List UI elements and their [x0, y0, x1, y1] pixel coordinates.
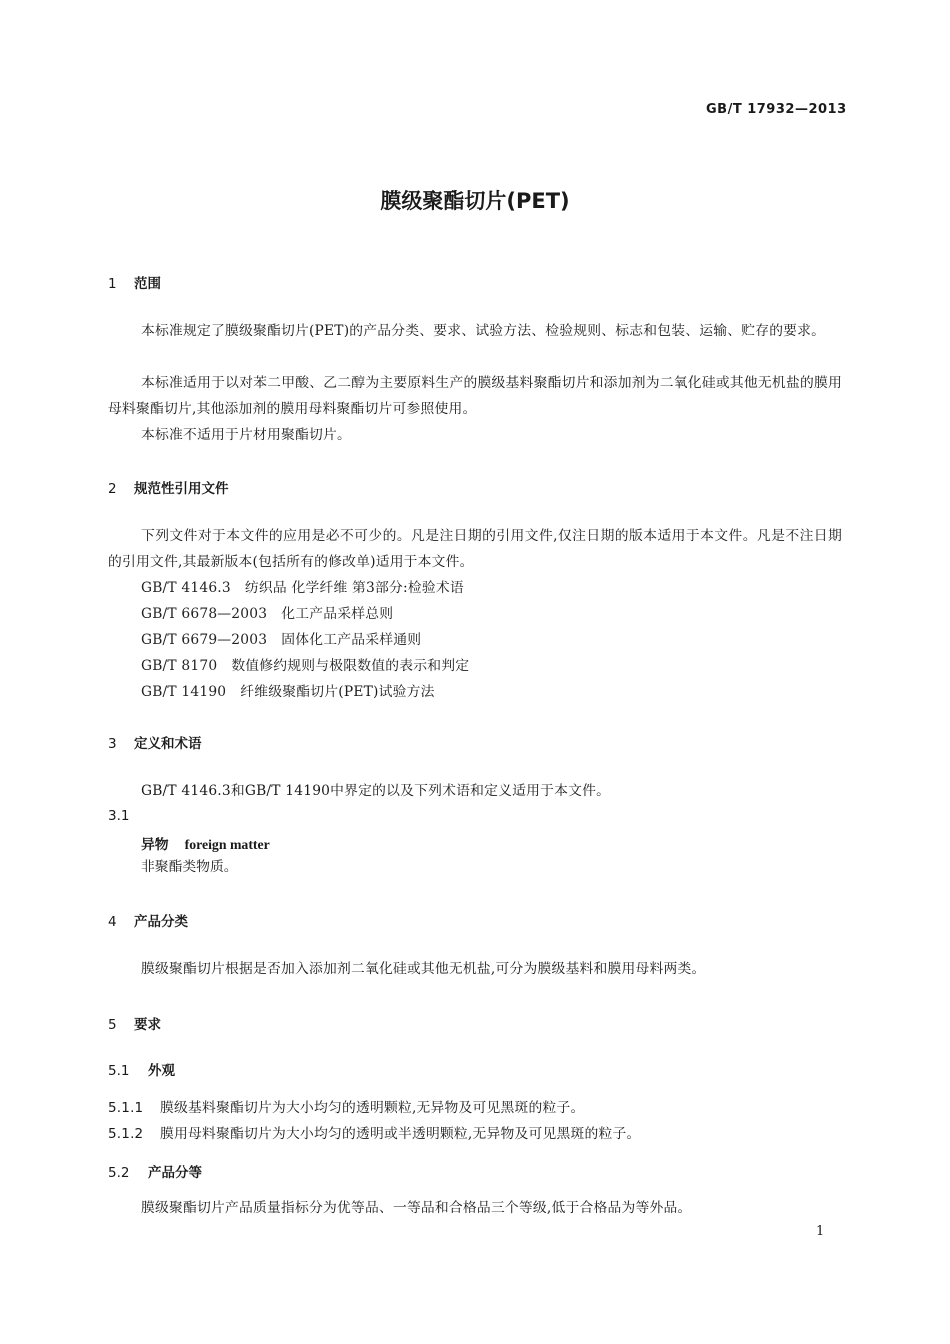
- paragraph: 膜级聚酯切片产品质量指标分为优等品、一等品和合格品三个等级,低于合格品为等外品。: [141, 1200, 692, 1216]
- reference-item: [141, 680, 435, 700]
- clause-text: 膜用母料聚酯切片为大小均匀的透明或半透明颗粒,无异物及可见黑斑的粒子。: [160, 1126, 641, 1142]
- standard-number: GB/T 17932—2013: [706, 102, 847, 117]
- paragraph: 本标准不适用于片材用聚酯切片。: [141, 427, 351, 443]
- reference-item: [141, 576, 464, 596]
- reference-item: [141, 602, 393, 622]
- reference-item: [141, 654, 469, 674]
- reference-code: GB/T 8170: [141, 658, 218, 674]
- clause-5-1-2: [108, 1122, 640, 1142]
- section-number: 1: [108, 276, 117, 292]
- clause-number: 3.1: [108, 808, 130, 824]
- reference-code: GB/T 6679—2003: [141, 632, 268, 648]
- clause-5-1-1: [108, 1096, 585, 1116]
- subsection-number: 5.1: [108, 1063, 130, 1079]
- reference-title: 数值修约规则与极限数值的表示和判定: [231, 658, 470, 674]
- clause-number: 5.1.2: [108, 1126, 144, 1142]
- section-title: 定义和术语: [134, 736, 202, 752]
- paragraph: 膜级聚酯切片根据是否加入添加剂二氧化硅或其他无机盐,可分为膜级基料和膜用母料两类。: [141, 961, 706, 977]
- term-definition: 非聚酯类物质。: [141, 859, 238, 875]
- paragraph: 下列文件对于本文件的应用是必不可少的。凡是注日期的引用文件,仅注日期的版本适用于本文件。凡是不注日期的引用文件,其最新版本(包括所有的修改单)适用于本文件。: [108, 528, 842, 570]
- term-chinese: 异物: [141, 837, 169, 853]
- reference-title: 纺织品 化学纤维 第3部分:检验术语: [244, 580, 464, 596]
- section-number: 5: [108, 1017, 117, 1033]
- section-3-heading: [108, 732, 202, 752]
- paragraph: 本标准规定了膜级聚酯切片(PET)的产品分类、要求、试验方法、检验规则、标志和包装、运输、贮存的要求。: [141, 323, 826, 339]
- section-number: 4: [108, 914, 117, 930]
- reference-code: GB/T 6678—2003: [141, 606, 268, 622]
- section-1-heading: [108, 272, 161, 292]
- reference-code: GB/T 14190: [141, 684, 227, 700]
- section-title: 规范性引用文件: [134, 481, 229, 497]
- subsection-title: 外观: [148, 1063, 175, 1079]
- reference-title: 纤维级聚酯切片(PET)试验方法: [240, 684, 435, 700]
- section-title: 要求: [134, 1017, 161, 1033]
- section-number: 3: [108, 736, 117, 752]
- reference-code: GB/T 4146.3: [141, 580, 231, 596]
- subsection-number: 5.2: [108, 1165, 130, 1181]
- subsection-title: 产品分等: [148, 1165, 202, 1181]
- section-title: 产品分类: [134, 914, 188, 930]
- section-5-heading: [108, 1013, 161, 1033]
- subsection-5-2-heading: [108, 1161, 202, 1181]
- clause-number: 5.1.1: [108, 1100, 144, 1116]
- paragraph: GB/T 4146.3和GB/T 14190中界定的以及下列术语和定义适用于本文件。: [141, 783, 611, 799]
- section-number: 2: [108, 481, 117, 497]
- clause-text: 膜级基料聚酯切片为大小均匀的透明颗粒,无异物及可见黑斑的粒子。: [160, 1100, 585, 1116]
- reference-item: [141, 628, 421, 648]
- subsection-5-1-heading: [108, 1059, 175, 1079]
- page-number: 1: [816, 1224, 825, 1239]
- document-title: 膜级聚酯切片(PET): [380, 189, 570, 213]
- section-title: 范围: [134, 276, 161, 292]
- term-entry: [141, 833, 270, 853]
- term-english: foreign matter: [184, 837, 270, 852]
- section-2-heading: [108, 477, 229, 497]
- section-4-heading: [108, 910, 188, 930]
- reference-title: 固体化工产品采样通则: [281, 632, 422, 648]
- paragraph: 本标准适用于以对苯二甲酸、乙二醇为主要原料生产的膜级基料聚酯切片和添加剂为二氧化硅或其他无机盐的膜用母料聚酯切片,其他添加剂的膜用母料聚酯切片可参照使用。: [108, 375, 842, 417]
- reference-title: 化工产品采样总则: [281, 606, 394, 622]
